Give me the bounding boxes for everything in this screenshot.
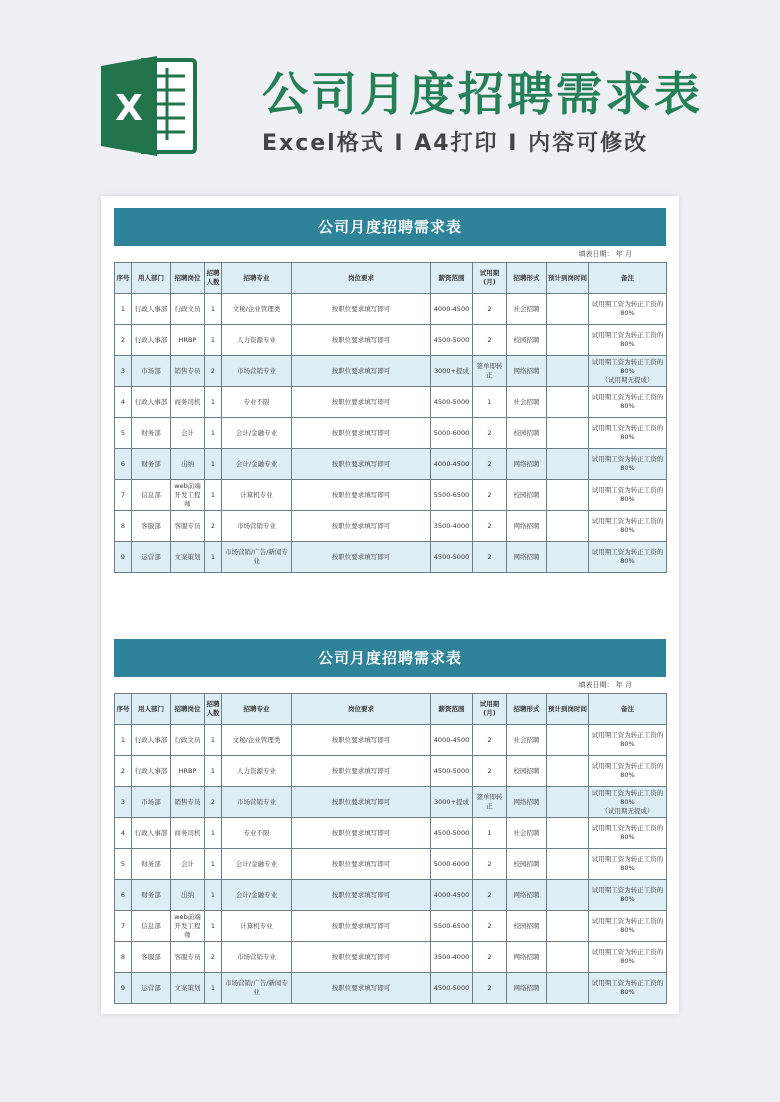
column-header: 招聘岗位 (171, 694, 205, 725)
cell-arrive (547, 480, 589, 511)
cell-req: 按职位要求填写即可 (292, 542, 431, 573)
cell-dept: 行政人事部 (132, 725, 171, 756)
cell-form: 网络招聘 (507, 542, 547, 573)
table-row (115, 480, 667, 511)
cell-req: 按职位要求填写即可 (292, 356, 431, 387)
cell-trial: 2 (473, 973, 507, 1004)
cell-salary: 3000+提成 (431, 787, 473, 818)
cell-form: 校园招聘 (507, 911, 547, 942)
cell-salary: 5000-6000 (431, 849, 473, 880)
cell-salary: 3500-4000 (431, 511, 473, 542)
column-header: 备注 (589, 263, 667, 294)
column-header: 试用期(月) (473, 694, 507, 725)
cell-arrive (547, 880, 589, 911)
cell-dept: 运营部 (132, 542, 171, 573)
cell-no: 7 (115, 911, 132, 942)
cell-major: 会计/金融专业 (222, 449, 292, 480)
cell-note (589, 787, 667, 818)
cell-count: 2 (205, 511, 222, 542)
column-header: 序号 (115, 263, 132, 294)
cell-dept: 行政人事部 (132, 294, 171, 325)
main-title: 公司月度招聘需求表 (262, 67, 703, 121)
cell-trial: 2 (473, 294, 507, 325)
cell-trial: 2 (473, 880, 507, 911)
column-header: 预计到岗时间 (547, 263, 589, 294)
cell-post: 客服专员 (171, 942, 205, 973)
cell-arrive (547, 511, 589, 542)
cell-arrive (547, 294, 589, 325)
cell-req: 按职位要求填写即可 (292, 911, 431, 942)
cell-note: 试用期工资为转正工资的80% (589, 725, 667, 756)
cell-note: 试用期工资为转正工资的80% (589, 849, 667, 880)
table-row (115, 787, 667, 818)
cell-arrive (547, 356, 589, 387)
cell-dept: 客服部 (132, 942, 171, 973)
cell-form: 社会招聘 (507, 387, 547, 418)
sheet-2 (114, 639, 666, 1004)
cell-post: 行政文员 (171, 294, 205, 325)
cell-count: 1 (205, 911, 222, 942)
cell-no: 5 (115, 418, 132, 449)
cell-arrive (547, 942, 589, 973)
table-row (115, 418, 667, 449)
column-header: 岗位要求 (292, 263, 431, 294)
sheet-1 (114, 208, 666, 573)
cell-req: 按职位要求填写即可 (292, 880, 431, 911)
cell-req: 按职位要求填写即可 (292, 387, 431, 418)
cell-salary: 3500-4000 (431, 942, 473, 973)
cell-count: 1 (205, 818, 222, 849)
cell-no: 8 (115, 942, 132, 973)
cell-note: 试用期工资为转正工资的80% (589, 418, 667, 449)
cell-dept: 行政人事部 (132, 756, 171, 787)
cell-dept: 财务部 (132, 449, 171, 480)
cell-req: 按职位要求填写即可 (292, 511, 431, 542)
cell-post: 商务司机 (171, 387, 205, 418)
cell-post: 文案策划 (171, 542, 205, 573)
cell-note: 试用期工资为转正工资的80% (589, 756, 667, 787)
sheet-title: 公司月度招聘需求表 (114, 208, 666, 246)
cell-no: 2 (115, 325, 132, 356)
cell-req: 按职位要求填写即可 (292, 725, 431, 756)
cell-major: 专业不限 (222, 818, 292, 849)
recruit-table (114, 262, 667, 573)
cell-dept: 信息部 (132, 480, 171, 511)
cell-dept: 财务部 (132, 880, 171, 911)
cell-arrive (547, 756, 589, 787)
cell-salary: 5500-6500 (431, 911, 473, 942)
cell-note: 试用期工资为转正工资的80% (589, 973, 667, 1004)
column-header: 招聘形式 (507, 694, 547, 725)
cell-no: 3 (115, 787, 132, 818)
cell-form: 网络招聘 (507, 880, 547, 911)
note-line-2: （试用期无提成） (601, 375, 654, 384)
cell-salary: 5500-6500 (431, 480, 473, 511)
cell-major: 市场营销专业 (222, 787, 292, 818)
cell-trial: 2 (473, 911, 507, 942)
cell-count: 1 (205, 542, 222, 573)
cell-salary: 4000-4500 (431, 880, 473, 911)
cell-trial: 2 (473, 725, 507, 756)
cell-count: 1 (205, 973, 222, 1004)
table-row (115, 325, 667, 356)
table-row (115, 511, 667, 542)
cell-arrive (547, 973, 589, 1004)
table-row (115, 818, 667, 849)
column-header: 招聘专业 (222, 263, 292, 294)
cell-no: 5 (115, 849, 132, 880)
cell-trial: 2 (473, 449, 507, 480)
cell-req: 按职位要求填写即可 (292, 480, 431, 511)
cell-salary: 3000+提成 (431, 356, 473, 387)
cell-post: 会计 (171, 849, 205, 880)
cell-dept: 客服部 (132, 511, 171, 542)
cell-form: 校园招聘 (507, 849, 547, 880)
cell-trial: 2 (473, 756, 507, 787)
cell-req: 按职位要求填写即可 (292, 818, 431, 849)
cell-dept: 财务部 (132, 849, 171, 880)
cell-post: web前端开发工程师 (171, 480, 205, 511)
cell-count: 1 (205, 756, 222, 787)
column-header: 岗位要求 (292, 694, 431, 725)
table-row (115, 973, 667, 1004)
cell-major: 专业不限 (222, 387, 292, 418)
cell-major: 会计/金融专业 (222, 418, 292, 449)
cell-form: 网络招聘 (507, 787, 547, 818)
column-header: 招聘专业 (222, 694, 292, 725)
cell-note: 试用期工资为转正工资的80% (589, 818, 667, 849)
cell-salary: 4500-5000 (431, 973, 473, 1004)
cell-req: 按职位要求填写即可 (292, 849, 431, 880)
cell-trial: 2 (473, 418, 507, 449)
cell-major: 市场营销/广告/新闻专业 (222, 973, 292, 1004)
cell-major: 文秘/企业管理类 (222, 294, 292, 325)
fill-date: 填表日期： 年 月 (578, 250, 632, 258)
cell-note (589, 356, 667, 387)
column-header: 薪资范围 (431, 694, 473, 725)
recruit-table (114, 693, 667, 1004)
cell-trial: 2 (473, 325, 507, 356)
cell-trial: 1 (473, 818, 507, 849)
cell-form: 校园招聘 (507, 418, 547, 449)
cell-major: 会计/金融专业 (222, 849, 292, 880)
cell-dept: 行政人事部 (132, 325, 171, 356)
cell-arrive (547, 449, 589, 480)
column-header: 用人部门 (132, 694, 171, 725)
cell-form: 校园招聘 (507, 756, 547, 787)
column-header: 招聘岗位 (171, 263, 205, 294)
cell-note: 试用期工资为转正工资的80% (589, 880, 667, 911)
cell-major: 计算机专业 (222, 911, 292, 942)
cell-salary: 5000-6000 (431, 418, 473, 449)
cell-salary: 4500-5000 (431, 756, 473, 787)
cell-note: 试用期工资为转正工资的80% (589, 294, 667, 325)
cell-major: 人力资源专业 (222, 756, 292, 787)
cell-no: 6 (115, 449, 132, 480)
cell-trial: 签单即转正 (473, 356, 507, 387)
cell-trial: 2 (473, 511, 507, 542)
cell-count: 1 (205, 418, 222, 449)
cell-major: 市场营销专业 (222, 356, 292, 387)
note-line-2: （试用期无提成） (601, 806, 654, 815)
cell-no: 8 (115, 511, 132, 542)
cell-form: 社会招聘 (507, 818, 547, 849)
cell-arrive (547, 849, 589, 880)
cell-count: 2 (205, 356, 222, 387)
note-line: 试用期工资为转正工资的80% (591, 357, 664, 375)
cell-trial: 2 (473, 849, 507, 880)
cell-note: 试用期工资为转正工资的80% (589, 942, 667, 973)
cell-salary: 4000-4500 (431, 294, 473, 325)
cell-trial: 2 (473, 942, 507, 973)
cell-no: 9 (115, 973, 132, 1004)
cell-major: 市场营销专业 (222, 942, 292, 973)
cell-req: 按职位要求填写即可 (292, 973, 431, 1004)
cell-note: 试用期工资为转正工资的80% (589, 449, 667, 480)
cell-req: 按职位要求填写即可 (292, 787, 431, 818)
cell-note: 试用期工资为转正工资的80% (589, 480, 667, 511)
cell-req: 按职位要求填写即可 (292, 756, 431, 787)
cell-dept: 市场部 (132, 787, 171, 818)
cell-major: 人力资源专业 (222, 325, 292, 356)
cell-dept: 信息部 (132, 911, 171, 942)
cell-post: HRBP (171, 325, 205, 356)
table-row (115, 449, 667, 480)
cell-form: 网络招聘 (507, 449, 547, 480)
column-header: 招聘人数 (205, 694, 222, 725)
cell-salary: 4000-4500 (431, 725, 473, 756)
table-row (115, 725, 667, 756)
cell-no: 7 (115, 480, 132, 511)
cell-no: 2 (115, 756, 132, 787)
cell-salary: 4000-4500 (431, 449, 473, 480)
table-row (115, 911, 667, 942)
cell-arrive (547, 818, 589, 849)
cell-arrive (547, 725, 589, 756)
cell-major: 文秘/企业管理类 (222, 725, 292, 756)
cell-trial: 2 (473, 480, 507, 511)
cell-count: 1 (205, 325, 222, 356)
cell-arrive (547, 387, 589, 418)
cell-note: 试用期工资为转正工资的80% (589, 387, 667, 418)
cell-count: 1 (205, 449, 222, 480)
cell-req: 按职位要求填写即可 (292, 418, 431, 449)
column-header: 招聘人数 (205, 263, 222, 294)
cell-major: 计算机专业 (222, 480, 292, 511)
cell-major: 市场营销/广告/新闻专业 (222, 542, 292, 573)
column-header: 预计到岗时间 (547, 694, 589, 725)
cell-form: 网络招聘 (507, 511, 547, 542)
cell-note: 试用期工资为转正工资的80% (589, 911, 667, 942)
cell-no: 3 (115, 356, 132, 387)
cell-dept: 运营部 (132, 973, 171, 1004)
cell-count: 1 (205, 294, 222, 325)
cell-req: 按职位要求填写即可 (292, 325, 431, 356)
cell-no: 9 (115, 542, 132, 573)
cell-dept: 行政人事部 (132, 387, 171, 418)
excel-logo-icon (99, 54, 197, 158)
column-header: 薪资范围 (431, 263, 473, 294)
table-row (115, 756, 667, 787)
cell-post: 销售专员 (171, 356, 205, 387)
cell-arrive (547, 418, 589, 449)
cell-form: 社会招聘 (507, 294, 547, 325)
cell-post: 商务司机 (171, 818, 205, 849)
cell-major: 市场营销专业 (222, 511, 292, 542)
cell-req: 按职位要求填写即可 (292, 449, 431, 480)
banner (0, 0, 780, 185)
cell-req: 按职位要求填写即可 (292, 294, 431, 325)
cell-post: 文案策划 (171, 973, 205, 1004)
cell-form: 校园招聘 (507, 325, 547, 356)
column-header: 用人部门 (132, 263, 171, 294)
table-row (115, 387, 667, 418)
cell-note: 试用期工资为转正工资的80% (589, 325, 667, 356)
cell-arrive (547, 911, 589, 942)
cell-no: 4 (115, 818, 132, 849)
column-header: 招聘形式 (507, 263, 547, 294)
cell-dept: 市场部 (132, 356, 171, 387)
cell-dept: 财务部 (132, 418, 171, 449)
cell-req: 按职位要求填写即可 (292, 942, 431, 973)
cell-count: 1 (205, 880, 222, 911)
cell-count: 1 (205, 480, 222, 511)
column-header: 试用期(月) (473, 263, 507, 294)
column-header: 序号 (115, 694, 132, 725)
cell-trial: 2 (473, 542, 507, 573)
cell-post: 销售专员 (171, 787, 205, 818)
cell-trial: 签单即转正 (473, 787, 507, 818)
cell-form: 网络招聘 (507, 942, 547, 973)
cell-salary: 4500-5000 (431, 542, 473, 573)
cell-no: 1 (115, 294, 132, 325)
cell-note: 试用期工资为转正工资的80% (589, 542, 667, 573)
table-row (115, 880, 667, 911)
cell-count: 1 (205, 387, 222, 418)
cell-dept: 行政人事部 (132, 818, 171, 849)
table-row (115, 356, 667, 387)
table-row (115, 542, 667, 573)
cell-major: 会计/金融专业 (222, 880, 292, 911)
cell-no: 6 (115, 880, 132, 911)
cell-arrive (547, 787, 589, 818)
cell-no: 1 (115, 725, 132, 756)
svg-text:X: X (115, 88, 143, 129)
cell-salary: 4500-5000 (431, 387, 473, 418)
cell-salary: 4500-5000 (431, 325, 473, 356)
cell-post: 客服专员 (171, 511, 205, 542)
cell-note: 试用期工资为转正工资的80% (589, 511, 667, 542)
cell-post: web前端开发工程师 (171, 911, 205, 942)
cell-post: HRBP (171, 756, 205, 787)
sheet-title: 公司月度招聘需求表 (114, 639, 666, 677)
cell-count: 1 (205, 849, 222, 880)
cell-post: 行政文员 (171, 725, 205, 756)
table-row (115, 849, 667, 880)
cell-form: 网络招聘 (507, 973, 547, 1004)
cell-form: 校园招聘 (507, 480, 547, 511)
cell-post: 出纳 (171, 449, 205, 480)
cell-count: 2 (205, 787, 222, 818)
sub-title: Excel格式 I A4打印 I 内容可修改 (262, 131, 649, 156)
cell-count: 1 (205, 725, 222, 756)
cell-post: 会计 (171, 418, 205, 449)
fill-date: 填表日期： 年 月 (578, 681, 632, 689)
note-line: 试用期工资为转正工资的80% (591, 788, 664, 806)
table-row (115, 294, 667, 325)
cell-form: 社会招聘 (507, 725, 547, 756)
cell-salary: 4500-5000 (431, 818, 473, 849)
cell-arrive (547, 325, 589, 356)
cell-arrive (547, 542, 589, 573)
column-header: 备注 (589, 694, 667, 725)
cell-no: 4 (115, 387, 132, 418)
cell-form: 网络招聘 (507, 356, 547, 387)
cell-count: 2 (205, 942, 222, 973)
cell-post: 出纳 (171, 880, 205, 911)
cell-trial: 1 (473, 387, 507, 418)
table-row (115, 942, 667, 973)
